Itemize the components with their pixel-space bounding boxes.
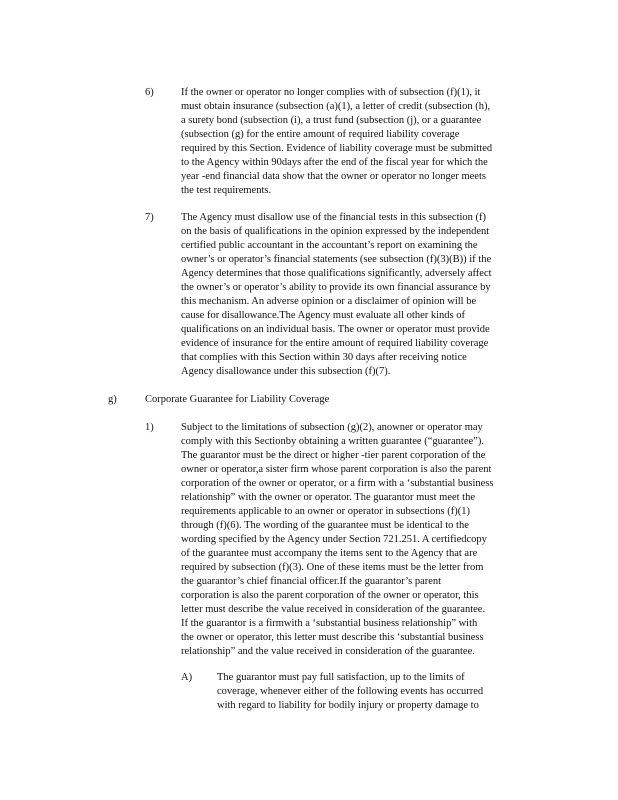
text-line: relationship” and the value received in consideration of the guarantee. [181,646,475,657]
paragraph-text [181,211,533,379]
text-line: required by this Section. Evidence of liability coverage must be submitted [181,143,493,154]
text-line: (subsection (g) for the entire amount of required liability coverage [181,129,460,140]
text-line: corporation is also the parent corporation of the owner or operator, this [181,590,479,601]
text-line: the owner’s or operator’s ability to provide its own financial assurance by [181,282,491,293]
text-line: through (f)(6). The wording of the guarantee must be identical to the [181,520,469,531]
text-line: coverage, whenever either of the following events has occurred [217,686,484,697]
text-line: to the Agency within 90days after the end of the fiscal year for which the [181,157,488,168]
text-line: the guarantor’s chief financial officer.If the guarantor’s parent [181,576,442,587]
item-number: 1) [145,422,154,433]
text-line: requirements applicable to an owner or operator in subsections (f)(1) [181,506,470,517]
text-line: this mechanism. An adverse opinion or a disclaimer of opinion will be [181,296,477,307]
text-line: the test requirements. [181,185,272,196]
text-line: The guarantor must pay full satisfaction, up to the limits of [217,672,465,683]
text-line: corporation of the owner or operator, or a firm with a ‘substantial business [181,478,494,489]
text-line: Agency disallowance under this subsection (f)(7). [181,366,391,377]
text-line: comply with this Sectionby obtaining a written guarantee (“guarantee”). [181,436,484,447]
text-line: owner or operator,a sister firm whose parent corporation is also the parent [181,464,492,475]
text-line: cause for disallowance.The Agency must evaluate all other kinds of [181,310,465,321]
text-line: If the owner or operator no longer complies with of subsection (f)(1), it [181,87,481,98]
text-line: If the guarantor is a firmwith a ‘substantial business relationship” with [181,618,478,629]
item-number: A) [181,672,193,683]
text-line: qualifications on an individual basis. The owner or operator must provide [181,324,490,335]
text-line: Subject to the limitations of subsection (g)(2), anowner or operator may [181,422,483,433]
text-line: required by subsection (f)(3). One of these items must be the letter from [181,562,484,573]
text-line: The Agency must disallow use of the financial tests in this subsection (f) [181,212,487,223]
text-line: year -end financial data show that the owner or operator no longer meets [181,171,486,182]
text-line: a surety bond (subsection (i), a trust fund (subsection (j), or a guarantee [181,115,482,126]
paragraph-text [181,421,533,659]
text-line: of the guarantee must accompany the items sent to the Agency that are [181,548,478,559]
text-line: wording specified by the Agency under Section 721.251. A certifiedcopy [181,534,487,545]
section-label: g) [108,394,117,405]
section-heading: Corporate Guarantee for Liability Coverage [145,394,330,405]
text-line: relationship” with the owner or operator. The guarantor must meet the [181,492,476,503]
text-line: that complies with this Section within 30 days after receiving notice [181,352,467,363]
text-line: owner’s or operator’s financial statements (see subsection (f)(3)(B)) if the [181,254,492,265]
paragraph-text [217,671,517,713]
text-line: with regard to liability for bodily injury or property damage to [217,700,479,711]
text-line: evidence of insurance for the entire amount of required liability coverage [181,338,489,349]
text-line: letter must describe the value received in consideration of the guarantee. [181,604,486,615]
text-line: on the basis of qualifications in the opinion expressed by the independent [181,226,490,237]
item-number: 6) [145,87,154,98]
text-line: The guarantor must be the direct or higher -tier parent corporation of the [181,450,486,461]
text-line: the owner or operator, this letter must describe this ‘substantial business [181,632,484,643]
paragraph-text [181,86,533,198]
text-line: certified public accountant in the accountant’s report on examining the [181,240,478,251]
text-line: must obtain insurance (subsection (a)(1), a letter of credit (subsection (h), [181,101,491,112]
text-line: Agency determines that those qualifications significantly, adversely affect [181,268,492,279]
item-number: 7) [145,212,154,223]
